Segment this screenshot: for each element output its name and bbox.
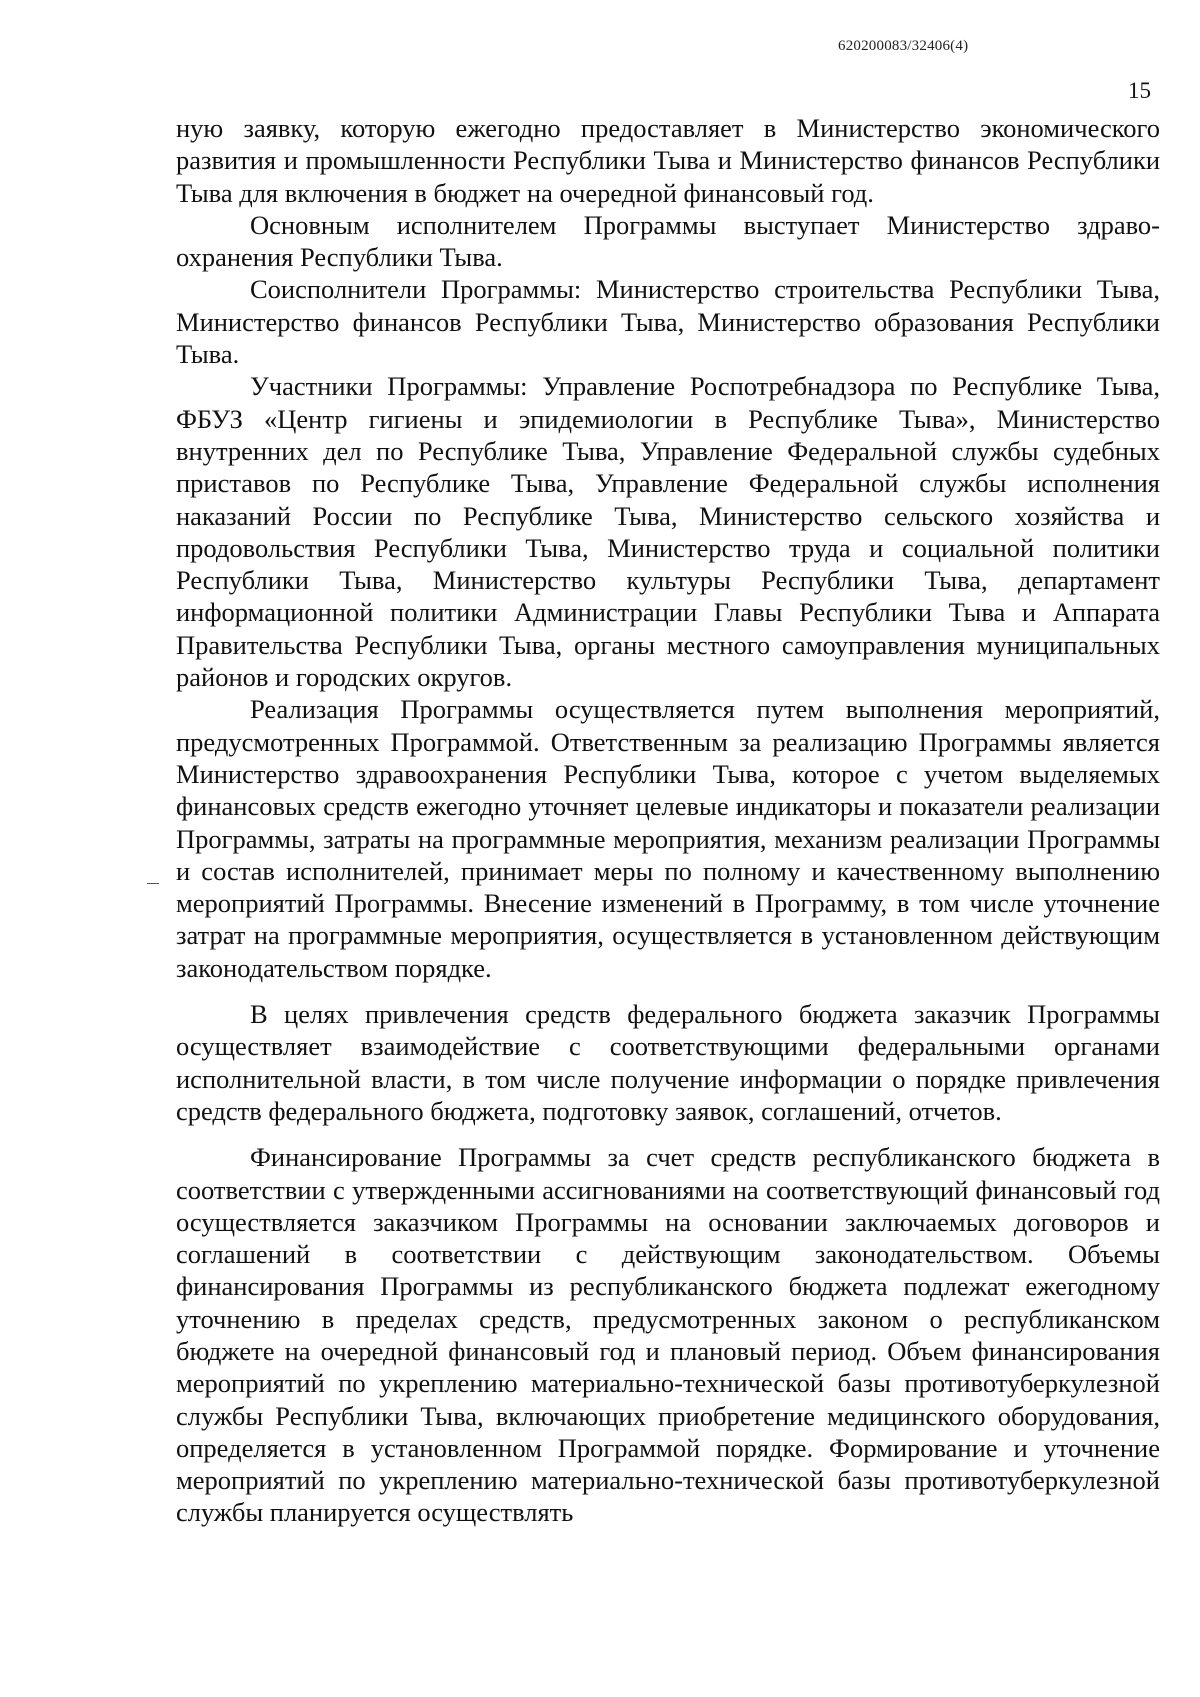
paragraph-financing: Финансирование Программы за счет средств республиканского бюджета в соответствии с утвержденными ассигнованиями на соответствующий финансовый год осуществляется заказчиком Программы на основании заключаемых договоров и соглашений в соответствии с действующим законодательством. Объемы финансирования Программы из республиканского бюджета подлежат ежегодному уточнению в пределах средств, предусмотренных законом о республиканском бюджете на очередной финансовый год и плановый период. Объем финансирования мероприятий по укреплению материально-технической базы противотуберкулезной службы Республики Тыва, включающих приобретение медицинского оборудования, определяется в установленном Программой порядке. Формирование и уточнение мероприятий по укреплению материально-технической базы противотуберкулезной службы планируется осуществлять — [176, 1142, 1160, 1528]
paragraph-budget-request: ную заявку, которую ежегодно предоставляет в Министерство экономического развития и промышленности Республики Тыва и Министерство финансов Республики Тыва для включения в бюджет на очередной финансовый год. — [176, 113, 1160, 208]
paragraph-federal-budget: В целях привлечения средств федерального бюджета заказчик Программы осуществляет взаимодействие с соответствующими федеральными органами исполнительной власти, в том числе получение информации о порядке привлечения средств федерального бюджета, подготовку заявок, соглашений, отчетов. — [176, 999, 1160, 1126]
document-body — [176, 112, 1160, 1529]
margin-mark — [147, 883, 159, 884]
document-id: 620200083/32406(4) — [838, 38, 969, 54]
paragraph-participants: Участники Программы: Управление Роспотребнадзора по Республике Тыва, ФБУЗ «Центр гигиены и эпидемиологии в Республике Тыва», Министерство внутренних дел по Республике Тыва, Управление Федеральной службы судебных приставов по Республике Тыва, Управление Федеральной службы исполнения наказаний России по Республике Тыва, Министерство сельского хозяйства и продовольствия Республики Тыва, Министерство труда и социальной политики Республики Тыва, Министерство культуры Республики Тыва, департамент информационной политики Администрации Главы Республики Тыва и Аппарата Правительства Республики Тыва, органы местного самоуправления муниципальных районов и городских округов. — [176, 371, 1160, 693]
page-number: 15 — [1128, 78, 1151, 103]
paragraph-implementation: Реализация Программы осуществляется путем выполнения мероприятий, предусмотренных Программой. Ответственным за реализацию Программы является Министерство здравоохранения Республики Тыва, которое с учетом выделяемых финансовых средств ежегодно уточняет целевые индикаторы и показатели реализации Программы, затраты на программные мероприятия, механизм реализации Программы и состав исполнителей, принимает меры по полному и качественному выполнению мероприятий Программы. Внесение изменений в Программу, в том числе уточнение затрат на программные мероприятия, осуществляется в установленном действующим законодательством порядке. — [176, 694, 1160, 983]
paragraph-main-executor: Основным исполнителем Программы выступает Министерство здравоохранения Республики Тыва. — [176, 209, 1160, 273]
paragraph-co-executors: Соисполнители Программы: Министерство строительства Республики Тыва, Министерство финансов Республики Тыва, Министерство образования Республики Тыва. — [176, 274, 1160, 370]
